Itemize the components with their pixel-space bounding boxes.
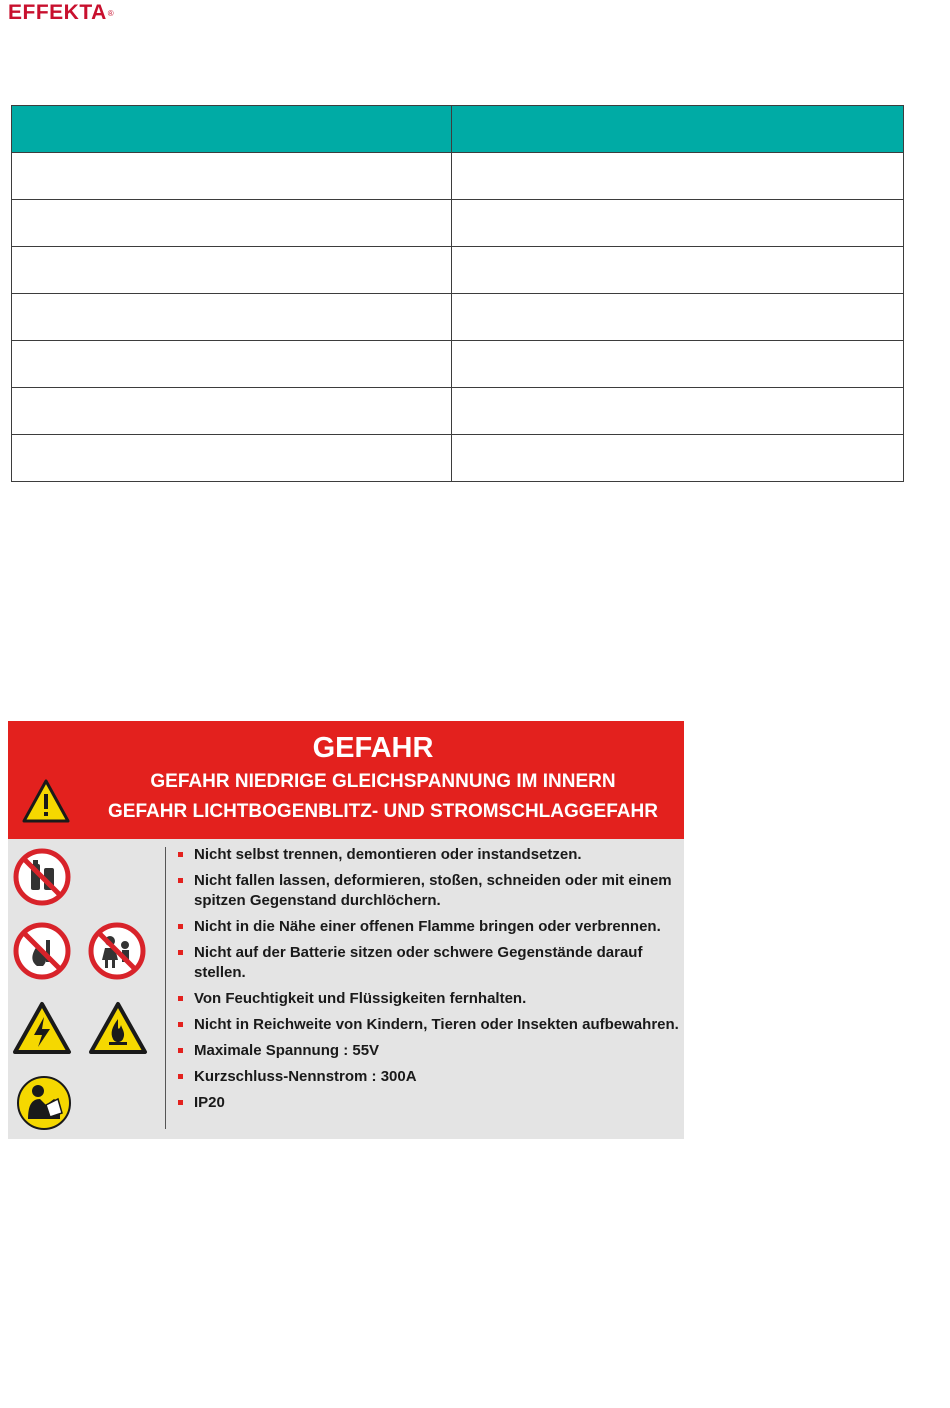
- table-cell: [12, 294, 452, 341]
- table-row: [12, 200, 904, 247]
- read-manual-icon: [16, 1075, 72, 1131]
- table-header-row: [12, 106, 904, 153]
- table-row: [12, 247, 904, 294]
- table-cell: [452, 294, 904, 341]
- registered-mark: ®: [107, 9, 115, 18]
- table-cell: [452, 435, 904, 482]
- table-row: [12, 294, 904, 341]
- list-item: Nicht fallen lassen, deformieren, stoßen, schneiden oder mit einem spitzen Gegenstand durchlöchern.: [176, 871, 681, 911]
- no-disassembly-icon: [13, 848, 71, 906]
- danger-label: [8, 721, 684, 1139]
- list-item: IP20: [176, 1093, 681, 1113]
- warning-triangle-icon: [22, 779, 70, 823]
- list-item: Maximale Spannung : 55V: [176, 1041, 681, 1061]
- table-cell: [452, 247, 904, 294]
- no-fire-icon: [13, 922, 71, 980]
- logo-text: EFFEKTA: [8, 1, 107, 24]
- list-item: Kurzschluss-Nennstrom : 300A: [176, 1067, 681, 1087]
- table-row: [12, 153, 904, 200]
- list-item: Von Feuchtigkeit und Flüssigkeiten fernhalten.: [176, 989, 681, 1009]
- table-cell: [12, 341, 452, 388]
- danger-banner: [8, 721, 684, 839]
- table-cell: [12, 153, 452, 200]
- table-cell: [452, 341, 904, 388]
- table-row: [12, 388, 904, 435]
- table-cell: [12, 435, 452, 482]
- effekta-logo: [8, 0, 114, 26]
- table-cell: [452, 388, 904, 435]
- list-item: Nicht selbst trennen, demontieren oder instandsetzen.: [176, 845, 681, 865]
- danger-subtitle-voltage: GEFAHR NIEDRIGE GLEICHSPANNUNG IM INNERN: [150, 771, 616, 792]
- list-item: Nicht in Reichweite von Kindern, Tieren oder Insekten aufbewahren.: [176, 1015, 681, 1035]
- spec-table: [11, 105, 904, 482]
- table-cell: [452, 153, 904, 200]
- keep-away-from-children-icon: [88, 922, 146, 980]
- table-cell: [12, 200, 452, 247]
- danger-subtitle-arc-flash: GEFAHR LICHTBOGENBLITZ- UND STROMSCHLAGGEFAHR: [108, 801, 658, 822]
- table-header-cell: [12, 106, 452, 153]
- label-divider: [165, 847, 166, 1129]
- table-cell: [12, 388, 452, 435]
- hazard-list: [176, 845, 681, 1119]
- table-row: [12, 435, 904, 482]
- danger-title: GEFAHR: [312, 732, 434, 764]
- table-header-cell: [452, 106, 904, 153]
- list-item: Nicht auf der Batterie sitzen oder schwere Gegenstände darauf stellen.: [176, 943, 681, 983]
- table-cell: [12, 247, 452, 294]
- list-item: Nicht in die Nähe einer offenen Flamme bringen oder verbrennen.: [176, 917, 681, 937]
- electric-shock-warning-icon: [12, 1001, 72, 1055]
- table-row: [12, 341, 904, 388]
- flammable-warning-icon: [88, 1001, 148, 1055]
- table-cell: [452, 200, 904, 247]
